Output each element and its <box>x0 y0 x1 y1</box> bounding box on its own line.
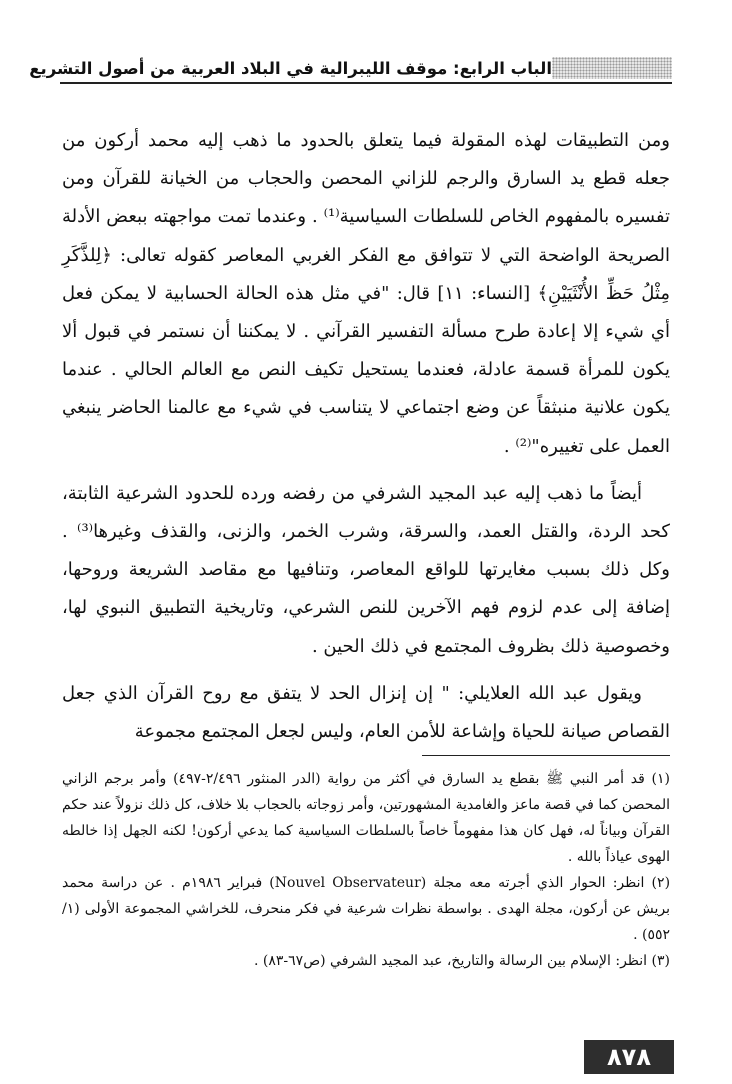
header-ornament <box>552 57 672 79</box>
running-header <box>29 56 672 80</box>
paragraph: أيضاً ما ذهب إليه عبد المجيد الشرفي من رفضه ورده للحدود الشرعية الثابتة، كحد الردة، والقتل العمد، والسرقة، وشرب الخمر، والزنى، والقذف وغيرها⁽³⁾ . وكل ذلك بسبب مغايرتها للواقع المعاصر، وتنافيها مع مقاصد الشريعة وروحها، إضافة إلى عدم لزوم فهم الآخرين للنص الشرعي، وتاريخية التطبيق النبوي لها، وخصوصية ذلك بظروف المجتمع في ذلك الحين . <box>62 482 670 657</box>
footnote: (١) قد أمر النبي ﷺ بقطع يد السارق في أكثر من رواية (الدر المنثور ٢/٤٩٦-٤٩٧) وأمر برجم الزاني المحصن كما في قصة ماعز والغامدية المشهورتين، وأمر زوجاته بالحجاب بلا خلاف، كل ذلك نزولاً عند حكم القرآن وبياناً له، فهل كان هذا مفهوماً خاصاً بالسلطات السياسية كما يدعي أركون! لكنه الجهل إذا خالطه الهوى عياذاً بالله . <box>62 771 670 865</box>
footnote: (٣) انظر: الإسلام بين الرسالة والتاريخ، عبد المجيد الشرفي (ص٦٧-٨٣) . <box>253 953 670 969</box>
main-text <box>62 122 670 751</box>
paragraph: ويقول عبد الله العلايلي: " إن إنزال الحد لا يتفق مع روح القرآن الذي جعل القصاص صيانة للحياة وإشاعة للأمن العام، وليس لجعل المجتمع مجموعة <box>62 682 670 743</box>
footnote-separator <box>422 755 670 756</box>
paragraph: ومن التطبيقات لهذه المقولة فيما يتعلق بالحدود ما ذهب إليه محمد أركون من جعله قطع يد السارق والرجم للزاني المحصن والحجاب من الخيانة للقرآن ومن تفسيره بالمفهوم الخاص للسلطات السياسية⁽¹⁾ . وعندما تمت مواجهته ببعض الأدلة الصريحة الواضحة التي لا تتوافق مع الفكر الغربي المعاصر كقوله تعالى: ﴿لِلذَّكَرِ مِثْلُ حَظِّ الأُنْثَيَيْنِ﴾ [النساء: ١١] قال: "في مثل هذه الحالة الحسابية لا يمكن فعل أي شيء إلا إعادة طرح مسألة التفسير القرآني . لا يمكننا أن نستمر في قبول ألا يكون للمرأة قسمة عادلة، فعندما يستحيل تكيف النص مع العالم الحالي . عندما يكون علانية منبثقاً عن وضع اجتماعي لا يتناسب في شيء مع عالمنا الحاضر ينبغي العمل على تغييره"⁽²⁾ . <box>62 130 670 457</box>
chapter-title: الباب الرابع: موقف الليبرالية في البلاد العربية من أصول التشريع <box>29 58 552 78</box>
header-rule <box>60 82 672 84</box>
footnote: (٢) انظر: الحوار الذي أجرته معه مجلة (Nouvel Observateur) فبراير ١٩٨٦م . عن دراسة محمد بريش عن أركون، مجلة الهدى . بواسطة نظرات شرعية في فكر منحرف، للخراشي المجموعة الأولى (١/ ٥٥٢) . <box>62 875 671 943</box>
page-number: ٨٧٨ <box>584 1040 674 1074</box>
footnotes <box>62 766 670 974</box>
